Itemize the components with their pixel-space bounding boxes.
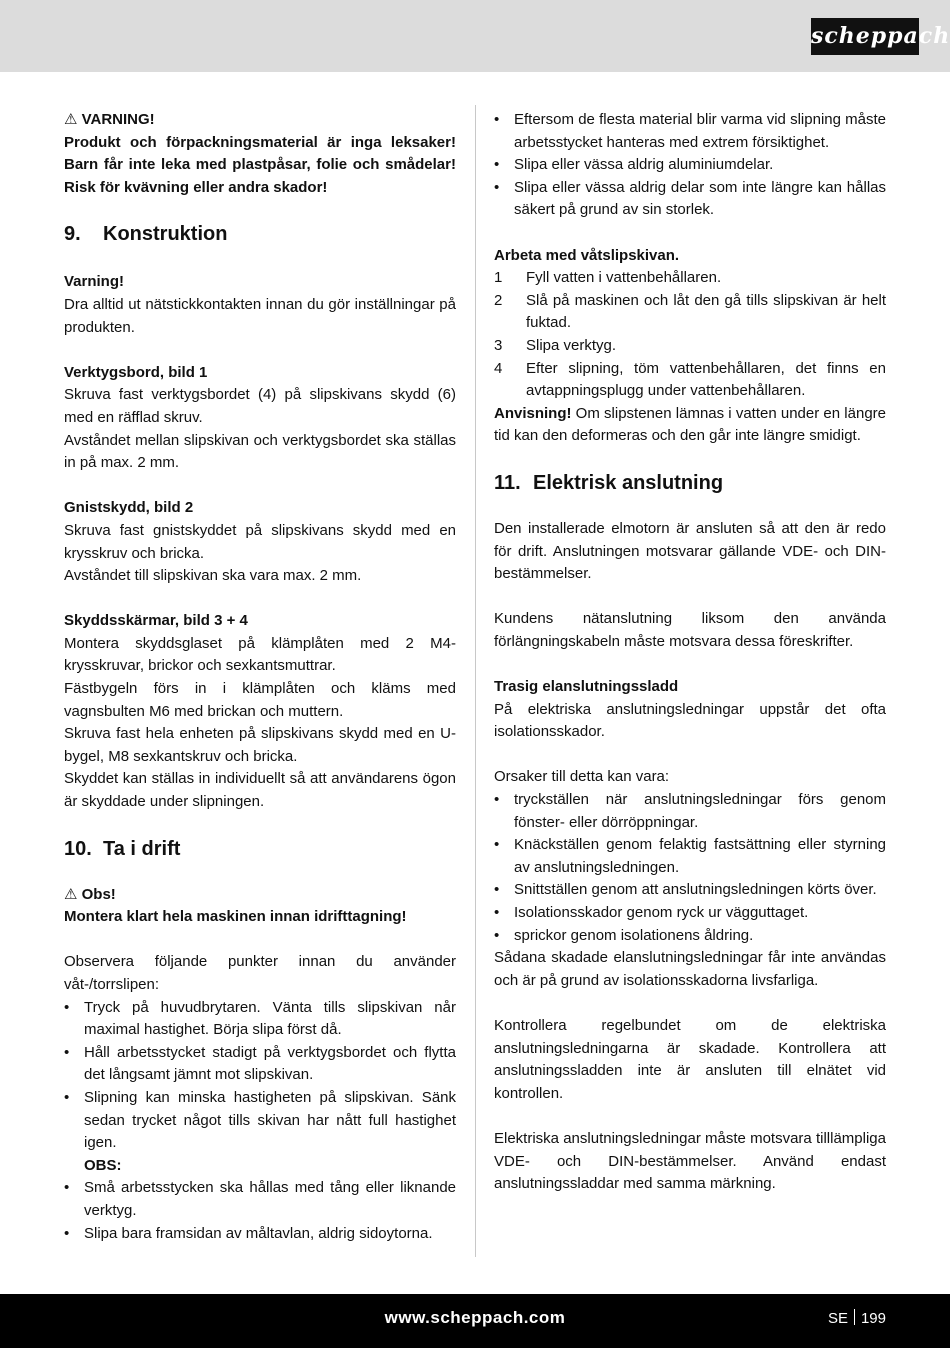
section-title: Ta i drift — [103, 837, 181, 860]
spark-guard-text: Skruva fast gnistskyddet på slipskivans skydd med en krysskruv och bricka. — [64, 521, 456, 562]
note-paragraph — [494, 403, 886, 448]
damaged-cable-title: Trasig elanslutningssladd — [494, 678, 679, 696]
tool-table-text: Avståndet mellan slipskivan och verktygsbordet ska ställas in på max. 2 mm. — [64, 431, 456, 472]
warning-text: Produkt och förpackningsmaterial är inga leksaker! Barn får inte leka med plastpåsar, folie och smådelar! Risk för kvävning eller andra skador! — [64, 133, 456, 196]
language-code: SE — [827, 1310, 848, 1327]
list-item: • Slipning kan minska hastigheten på slipskivan. Sänk sedan trycket något tills skivan har nått full hastighet igen. — [64, 1088, 456, 1152]
obs-title: ⚠ Obs! — [64, 885, 116, 903]
left-column — [64, 109, 456, 1245]
varning-text: Dra alltid ut nätstickkontakten innan du gör inställningar på produkten. — [64, 295, 456, 336]
step-item: 2 Slå på maskinen och låt den gå tills slipskivan är helt fuktad. — [494, 291, 886, 332]
section-number: 11. — [494, 471, 521, 494]
tool-table-title: Verktygsbord, bild 1 — [64, 363, 208, 381]
damaged-cable-text: På elektriska anslutningsledningar uppstår det ofta isolationsskador. — [494, 700, 886, 741]
section-10-heading — [64, 836, 456, 862]
warning-title: ⚠ VARNING! — [64, 111, 155, 128]
page-indicator — [828, 1309, 886, 1327]
spark-guard-text: Avståndet till slipskivan ska vara max. 2 mm. — [64, 567, 362, 585]
website-link[interactable]: www.scheppach.com — [384, 1308, 566, 1327]
section-number: 9. — [64, 223, 81, 246]
shields-text: Skyddet kan ställas in individuellt så att användarens ögon är skyddade under slipningen. — [64, 770, 456, 811]
check-paragraph: Kontrollera regelbundet om de elektriska anslutningsledningarna är skadade. Kontrollera att anslutningssladden inte är ansluten till elnätet vid kontrollen. — [494, 1016, 886, 1102]
section-title: Elektrisk anslutning — [533, 471, 724, 494]
list-item: • Små arbetsstycken ska hållas med tång eller liknande verktyg. — [64, 1179, 456, 1219]
shields-text: Fästbygeln förs in i klämplåten och kläms med vagnsbulten M6 med brickan och muttern. — [64, 680, 456, 720]
electric-paragraph: Den installerade elmotorn är ansluten så att den är redo för drift. Anslutningen motsvarar gällande VDE- och DIN-bestämmelser. — [494, 519, 886, 583]
note-text: Om slipstenen lämnas i vatten under en längre tid kan den deformeras och den går inte längre smidigt. — [494, 404, 886, 445]
varning-label: Varning! — [64, 273, 125, 291]
shields-title: Skyddsskärmar, bild 3 + 4 — [64, 612, 248, 630]
list-item: • Slipa bara framsidan av måltavlan, aldrig sidoytorna. — [64, 1224, 433, 1242]
footer-bar — [0, 1294, 950, 1348]
list-item: • Snittställen genom att anslutningsledningen körts över. — [494, 881, 877, 899]
observe-intro: Observera följande punkter innan du använder våt-/torrslipen: — [64, 953, 456, 993]
step-item: 3 Slipa verktyg. — [494, 336, 617, 354]
column-divider — [475, 105, 476, 1257]
causes-list — [494, 789, 886, 947]
shields-text: Skruva fast hela enheten på slipskivans skydd med en U-bygel, M8 sexkantskruv och bricka. — [64, 725, 456, 765]
final-paragraph: Elektriska anslutningsledningar måste motsvara tilllämpliga VDE- och DIN-bestämmelser. Använd endast anslutningssladdar med samma märkning. — [494, 1129, 886, 1193]
separator — [854, 1309, 855, 1325]
causes-intro: Orsaker till detta kan vara: — [494, 768, 670, 786]
page-number: 199 — [860, 1310, 886, 1327]
list-item: • Slipa eller vässa aldrig aluminiumdelar. — [494, 156, 774, 174]
safety-list — [494, 109, 886, 222]
list-item: • sprickor genom isolationens åldring. — [494, 926, 754, 944]
causes-after: Sådana skadade elanslutningsledningar får inte användas och är på grund av isolationsskadorna livsfarliga. — [494, 949, 886, 989]
section-9-heading — [64, 221, 456, 247]
section-title: Konstruktion — [103, 223, 228, 246]
header-bar — [0, 0, 950, 72]
step-item: 1 Fyll vatten i vattenbehållaren. — [494, 269, 722, 287]
list-item: • Slipa eller vässa aldrig delar som inte längre kan hållas säkert på grund av sin storlek. — [494, 178, 886, 219]
wet-wheel-title: Arbeta med våtslipskivan. — [494, 246, 680, 264]
note-label: Anvisning! — [494, 404, 572, 422]
brand-logo: scheppach — [811, 18, 919, 55]
startup-list — [64, 997, 456, 1155]
obs-text: Montera klart hela maskinen innan idrifttagning! — [64, 908, 407, 926]
section-number: 10. — [64, 837, 92, 860]
list-item: • Eftersom de flesta material blir varma vid slipning måste arbetsstycket hanteras med extrem försiktighet. — [494, 111, 886, 151]
wet-wheel-steps — [494, 267, 886, 403]
spark-guard-title: Gnistskydd, bild 2 — [64, 499, 194, 517]
step-item: 4 Efter slipning, töm vattenbehållaren, det finns en avtappningsplugg under vattenbehållaren. — [494, 359, 886, 400]
right-column — [494, 109, 886, 1196]
shields-text: Montera skyddsglaset på klämplåten med 2 M4-krysskruvar, brickor och sexkantsmuttrar. — [64, 634, 456, 675]
section-11-heading — [494, 470, 886, 496]
obs-label: OBS: — [84, 1156, 122, 1174]
list-item: • Knäckställen genom felaktig fastsättning eller styrning av anslutningsledningen. — [494, 836, 886, 876]
list-item: • tryckställen när anslutningsledningar förs genom fönster- eller dörröppningar. — [494, 791, 886, 831]
electric-paragraph: Kundens nätanslutning liksom den använda förlängningskabeln måste motsvara dessa föreskrifter. — [494, 610, 886, 650]
obs-list — [64, 1177, 456, 1245]
list-item: • Isolationsskador genom ryck ur vägguttaget. — [494, 904, 809, 921]
list-item: • Tryck på huvudbrytaren. Vänta tills slipskivan når maximal hastighet. Börja slipa först då. — [64, 998, 456, 1039]
list-item: • Håll arbetsstycket stadigt på verktygsbordet och flytta det långsamt jämnt mot slipskivan. — [64, 1043, 456, 1084]
tool-table-text: Skruva fast verktygsbordet (4) på slipskivans skydd (6) med en räfflad skruv. — [64, 386, 456, 426]
